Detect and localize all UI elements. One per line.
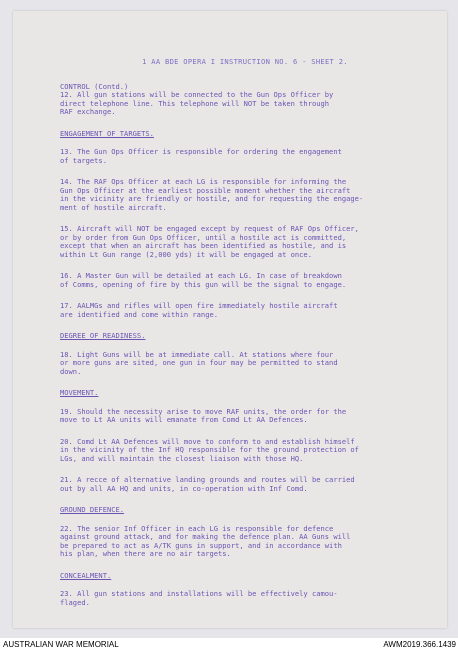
paragraph: 14. The RAF Ops Officer at each LG is responsible for informing the Gun Ops Officer at the earliest possible moment whether the aircraft in the vicinity are friendly or hostile, and for requesting the engage- ment of hostile aircraft.	[60, 177, 364, 212]
section-heading	[60, 572, 430, 581]
section-heading	[60, 130, 430, 139]
section-heading	[60, 389, 430, 398]
paragraph: 19. Should the necessity arise to move RAF units, the order for the move to Lt AA units will emanate from Comd Lt AA Defences.	[60, 406, 347, 424]
paragraph: 16. A Master Gun will be detailed at each LG. In case of breakdown of Comms, opening of fire by this gun will be the signal to engage.	[60, 271, 347, 289]
typed-document	[60, 58, 430, 620]
paragraph: 15. Aircraft will NOT be engaged except by request of RAF Ops Officer, or by order from Gun Ops Officer, until a hostile act is committed, except that when an aircraft has been identified as hostile, and is within Lt Gun range (2,000 yds) it will be engaged at once.	[60, 224, 359, 259]
paragraph: 23. All gun stations and installations will be effectively camou- flaged.	[60, 589, 338, 607]
section-heading-text: DEGREE OF READINESS.	[60, 331, 146, 340]
paragraph: 22. The senior Inf Officer in each LG is responsible for defence against ground attack, and for making the defence plan. AA Guns will be prepared to act as A/TK guns in support, and in accordance with his plan, when there are no air targets.	[60, 523, 351, 558]
paragraph: 18. Light Guns will be at immediate call. At stations where four or more guns are sited, one gun in four may be permitted to stand down.	[60, 349, 338, 376]
section-heading-text: MOVEMENT.	[60, 388, 99, 397]
paragraph: 21. A recce of alternative landing grounds and routes will be carried out by all AA HQ and units, in co-operation with Inf Comd.	[60, 475, 355, 493]
paragraph: 17. AALMGs and rifles will open fire immediately hostile aircraft are identified and come within range.	[60, 301, 338, 319]
section-heading-text: GROUND DEFENCE.	[60, 505, 125, 514]
document-body	[60, 83, 430, 608]
archive-footer	[0, 638, 458, 653]
document-header: 1 AA BDE OPERA I INSTRUCTION NO. 6 - SHEET 2.	[142, 57, 348, 66]
paragraph: 20. Comd Lt AA Defences will move to conform to and establish himself in the vicinity of the Inf HQ responsible for the ground protection of LGs, and will maintain the closest liaison with those HQ.	[60, 436, 359, 463]
section-heading-text: ENGAGEMENT OF TARGETS.	[60, 128, 154, 138]
paragraph: 13. The Gun Ops Officer is responsible for ordering the engagement of targets.	[60, 147, 342, 165]
section-heading	[60, 506, 430, 515]
footer-institution: AUSTRALIAN WAR MEMORIAL	[3, 640, 119, 649]
paragraph: CONTROL (Contd.) 12. All gun stations will be connected to the Gun Ops Officer by direct telephone line. This telephone will NOT be taken through RAF exchange.	[60, 81, 334, 116]
footer-accession-number: AWM2019.366.1439	[383, 640, 456, 649]
section-heading	[60, 332, 430, 341]
section-heading-text: CONCEALMENT.	[60, 570, 112, 580]
